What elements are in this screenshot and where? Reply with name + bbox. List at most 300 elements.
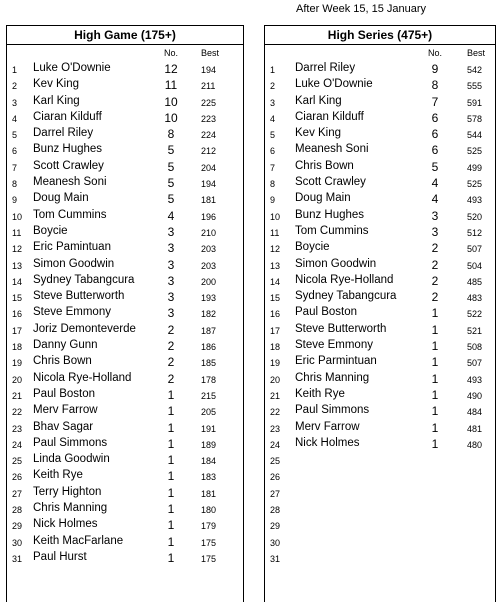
cell-no: 2 xyxy=(431,257,439,272)
cell-rank: 24 xyxy=(12,439,23,450)
cell-name: Boycie xyxy=(295,241,330,254)
high-game-rows xyxy=(7,61,243,566)
cell-no: 1 xyxy=(167,534,175,549)
table-row xyxy=(7,257,243,273)
table-row xyxy=(7,534,243,550)
cell-no: 4 xyxy=(431,192,439,207)
cell-no: 1 xyxy=(431,339,439,354)
cell-best: 178 xyxy=(201,374,217,385)
table-row xyxy=(265,338,495,354)
cell-best: 521 xyxy=(467,325,483,336)
cell-best: 194 xyxy=(201,65,217,75)
cell-name: Chris Bown xyxy=(295,159,354,172)
cell-rank: 30 xyxy=(12,537,23,548)
cell-rank: 29 xyxy=(12,521,23,532)
cell-rank: 26 xyxy=(12,472,23,483)
table-row xyxy=(7,501,243,517)
cell-rank: 29 xyxy=(270,521,281,532)
cell-name: Eric Parmintuan xyxy=(295,355,377,368)
cell-name: Merv Farrow xyxy=(295,420,360,433)
cell-rank: 6 xyxy=(270,146,276,157)
cell-name: Paul Simmons xyxy=(33,436,108,449)
cell-name: Bhav Sagar xyxy=(33,420,94,433)
cell-best: 212 xyxy=(201,146,217,157)
table-row xyxy=(265,371,495,387)
cell-name: Boycie xyxy=(33,224,68,237)
cell-rank: 24 xyxy=(270,439,281,450)
cell-best: 186 xyxy=(201,342,217,353)
table-row xyxy=(265,224,495,240)
cell-rank: 2 xyxy=(270,81,276,92)
table-row xyxy=(7,208,243,224)
cell-no: 5 xyxy=(167,176,175,191)
cell-no: 2 xyxy=(431,241,439,256)
cell-name: Nicola Rye-Holland xyxy=(33,371,132,384)
cell-no: 3 xyxy=(431,224,439,239)
table-row xyxy=(265,517,495,533)
table-row xyxy=(265,273,495,289)
cell-name: Luke O'Downie xyxy=(295,78,373,91)
cell-no: 4 xyxy=(167,208,175,223)
cell-name: Keith MacFarlane xyxy=(33,534,124,547)
cell-no: 2 xyxy=(167,371,175,386)
cell-best: 578 xyxy=(467,113,483,124)
table-row xyxy=(265,208,495,224)
cell-rank: 15 xyxy=(12,293,23,304)
cell-best: 520 xyxy=(467,211,483,222)
cell-name: Paul Boston xyxy=(33,387,96,400)
cell-name: Karl King xyxy=(33,94,80,107)
cell-best: 522 xyxy=(467,309,483,320)
cell-rank: 5 xyxy=(12,130,18,141)
cell-rank: 14 xyxy=(270,276,281,287)
cell-name: Keith Rye xyxy=(33,469,83,482)
cell-rank: 25 xyxy=(12,456,23,467)
cell-name: Doug Main xyxy=(295,192,351,205)
table-row xyxy=(7,110,243,126)
cell-best: 189 xyxy=(201,439,217,450)
high-game-panel xyxy=(6,25,244,602)
cell-no: 1 xyxy=(167,469,175,484)
cell-best: 175 xyxy=(201,553,217,564)
table-row xyxy=(7,305,243,321)
table-row xyxy=(265,191,495,207)
table-row xyxy=(7,517,243,533)
cell-no: 7 xyxy=(431,94,439,109)
cell-best: 484 xyxy=(467,407,483,418)
cell-rank: 9 xyxy=(12,195,18,206)
cell-best: 187 xyxy=(201,325,217,336)
cell-best: 544 xyxy=(467,130,483,141)
cell-name: Simon Goodwin xyxy=(33,257,115,270)
cell-rank: 20 xyxy=(270,374,281,385)
cell-best: 225 xyxy=(201,97,217,108)
table-row xyxy=(7,77,243,93)
cell-name: Linda Goodwin xyxy=(33,453,110,466)
table-row xyxy=(265,387,495,403)
cell-best: 179 xyxy=(201,521,217,532)
cell-best: 493 xyxy=(467,374,483,385)
cell-name: Keith Rye xyxy=(295,387,345,400)
cell-rank: 12 xyxy=(270,244,281,255)
table-row xyxy=(265,436,495,452)
cell-no: 1 xyxy=(167,485,175,500)
cell-best: 215 xyxy=(201,390,217,401)
table-row xyxy=(7,191,243,207)
table-row xyxy=(7,387,243,403)
cell-rank: 22 xyxy=(270,407,281,418)
cell-no: 3 xyxy=(167,290,175,305)
table-row xyxy=(265,534,495,550)
cell-no: 1 xyxy=(167,453,175,468)
cell-rank: 11 xyxy=(12,227,22,238)
cell-rank: 4 xyxy=(270,113,276,124)
cell-rank: 2 xyxy=(12,81,18,92)
cell-no: 1 xyxy=(167,404,175,419)
table-row xyxy=(7,452,243,468)
table-row xyxy=(7,550,243,566)
cell-rank: 1 xyxy=(12,65,18,75)
cell-rank: 19 xyxy=(12,358,23,369)
cell-no: 3 xyxy=(167,306,175,321)
table-row xyxy=(7,322,243,338)
cell-name: Steve Butterworth xyxy=(33,290,125,303)
cell-name: Kev King xyxy=(33,78,80,91)
table-row xyxy=(7,240,243,256)
cell-rank: 7 xyxy=(12,162,18,173)
cell-no: 12 xyxy=(164,62,178,76)
table-row xyxy=(265,403,495,419)
cell-no: 5 xyxy=(167,192,175,207)
table-row xyxy=(265,420,495,436)
cell-name: Danny Gunn xyxy=(33,339,98,352)
table-row xyxy=(265,485,495,501)
cell-rank: 15 xyxy=(270,293,281,304)
cell-best: 193 xyxy=(201,293,217,304)
column-best-label: Best xyxy=(201,48,220,58)
cell-rank: 27 xyxy=(270,488,281,499)
cell-no: 1 xyxy=(167,436,175,451)
table-row xyxy=(7,468,243,484)
table-row xyxy=(265,354,495,370)
table-row xyxy=(265,240,495,256)
cell-rank: 30 xyxy=(270,537,281,548)
cell-name: Nicola Rye-Holland xyxy=(295,273,394,286)
cell-name: Merv Farrow xyxy=(33,404,98,417)
cell-rank: 23 xyxy=(12,423,23,434)
high-series-rows xyxy=(265,61,495,566)
cell-best: 485 xyxy=(467,276,483,287)
cell-no: 3 xyxy=(167,224,175,239)
cell-name: Meanesh Soni xyxy=(295,143,369,156)
table-row xyxy=(7,371,243,387)
table-row xyxy=(265,257,495,273)
cell-no: 9 xyxy=(431,62,439,76)
cell-name: Bunz Hughes xyxy=(33,143,103,156)
cell-no: 8 xyxy=(431,78,439,93)
cell-rank: 21 xyxy=(12,390,23,401)
cell-best: 490 xyxy=(467,390,483,401)
cell-no: 1 xyxy=(167,420,175,435)
cell-best: 184 xyxy=(201,456,217,467)
cell-rank: 3 xyxy=(270,97,276,108)
cell-no: 1 xyxy=(431,306,439,321)
cell-no: 6 xyxy=(431,143,439,158)
cell-rank: 13 xyxy=(270,260,281,271)
column-no-label: No. xyxy=(427,48,442,58)
table-row xyxy=(265,142,495,158)
cell-best: 507 xyxy=(467,358,483,369)
cell-no: 1 xyxy=(431,355,439,370)
table-row xyxy=(7,420,243,436)
table-row xyxy=(265,94,495,110)
cell-best: 483 xyxy=(467,293,483,304)
cell-rank: 5 xyxy=(270,130,276,141)
cell-best: 191 xyxy=(201,423,217,434)
cell-no: 1 xyxy=(167,387,175,402)
cell-name: Tom Cummins xyxy=(295,224,369,237)
cell-no: 1 xyxy=(431,387,439,402)
cell-rank: 18 xyxy=(12,342,23,353)
cell-name: Paul Boston xyxy=(295,306,358,319)
table-row xyxy=(265,159,495,175)
cell-name: Paul Hurst xyxy=(33,550,87,563)
table-row xyxy=(265,305,495,321)
high-series-panel xyxy=(264,25,496,602)
cell-name: Paul Simmons xyxy=(295,404,370,417)
cell-no: 1 xyxy=(167,518,175,533)
cell-name: Scott Crawley xyxy=(295,176,366,189)
cell-best: 181 xyxy=(201,488,217,499)
table-row xyxy=(7,436,243,452)
cell-rank: 31 xyxy=(12,553,23,564)
cell-name: Ciaran Kilduff xyxy=(295,110,364,123)
cell-best: 200 xyxy=(201,276,217,287)
table-row xyxy=(265,452,495,468)
cell-rank: 28 xyxy=(270,505,281,516)
cell-best: 224 xyxy=(201,130,217,141)
cell-best: 205 xyxy=(201,407,217,418)
cell-rank: 11 xyxy=(270,227,280,238)
table-row xyxy=(265,550,495,566)
table-row xyxy=(7,403,243,419)
cell-rank: 27 xyxy=(12,488,23,499)
cell-rank: 16 xyxy=(270,309,281,320)
table-row xyxy=(7,61,243,77)
cell-name: Tom Cummins xyxy=(33,208,107,221)
cell-best: 542 xyxy=(467,65,483,75)
cell-no: 1 xyxy=(431,371,439,386)
table-row xyxy=(265,77,495,93)
table-row xyxy=(265,501,495,517)
cell-best: 183 xyxy=(201,472,217,483)
cell-best: 525 xyxy=(467,146,483,157)
cell-rank: 7 xyxy=(270,162,276,173)
cell-name: Luke O'Downie xyxy=(33,62,111,74)
cell-best: 203 xyxy=(201,260,217,271)
cell-rank: 17 xyxy=(12,325,23,336)
cell-name: Nick Holmes xyxy=(295,436,360,449)
cell-name: Darrel Riley xyxy=(33,127,94,140)
cell-rank: 28 xyxy=(12,505,23,516)
cell-rank: 22 xyxy=(12,407,23,418)
cell-rank: 9 xyxy=(270,195,276,206)
cell-rank: 16 xyxy=(12,309,23,320)
cell-no: 8 xyxy=(167,127,175,142)
table-row xyxy=(7,338,243,354)
cell-rank: 13 xyxy=(12,260,23,271)
cell-best: 525 xyxy=(467,179,483,190)
cell-no: 11 xyxy=(164,78,178,93)
cell-rank: 25 xyxy=(270,456,281,467)
column-no-label: No. xyxy=(163,48,178,58)
cell-rank: 21 xyxy=(270,390,281,401)
table-row xyxy=(7,485,243,501)
cell-best: 591 xyxy=(467,97,483,108)
cell-rank: 18 xyxy=(270,342,281,353)
cell-rank: 20 xyxy=(12,374,23,385)
cell-rank: 17 xyxy=(270,325,281,336)
cell-no: 1 xyxy=(167,550,175,565)
cell-best: 223 xyxy=(201,113,217,124)
cell-rank: 10 xyxy=(270,211,281,222)
cell-rank: 3 xyxy=(12,97,18,108)
table-row xyxy=(265,289,495,305)
cell-no: 3 xyxy=(167,273,175,288)
table-row xyxy=(7,273,243,289)
cell-no: 6 xyxy=(431,110,439,125)
cell-best: 499 xyxy=(467,162,483,173)
cell-best: 180 xyxy=(201,505,217,516)
cell-no: 1 xyxy=(431,404,439,419)
cell-best: 210 xyxy=(201,227,217,238)
cell-no: 5 xyxy=(167,143,175,158)
table-row xyxy=(7,224,243,240)
cell-best: 493 xyxy=(467,195,483,206)
cell-name: Ciaran Kilduff xyxy=(33,110,102,123)
cell-name: Sydney Tabangcura xyxy=(33,273,135,286)
table-row xyxy=(265,175,495,191)
cell-rank: 23 xyxy=(270,423,281,434)
cell-name: Steve Emmony xyxy=(295,339,373,352)
cell-name: Terry Highton xyxy=(33,485,102,498)
cell-name: Joriz Demonteverde xyxy=(33,322,136,335)
table-row xyxy=(265,126,495,142)
cell-best: 507 xyxy=(467,244,483,255)
table-row xyxy=(265,322,495,338)
cell-best: 185 xyxy=(201,358,217,369)
cell-name: Chris Manning xyxy=(295,371,370,384)
cell-rank: 14 xyxy=(12,276,23,287)
cell-rank: 19 xyxy=(270,358,281,369)
cell-best: 480 xyxy=(467,439,483,450)
cell-no: 4 xyxy=(431,176,439,191)
cell-best: 512 xyxy=(467,227,483,238)
cell-name: Karl King xyxy=(295,94,342,107)
high-series-column-header xyxy=(265,45,495,61)
cell-name: Chris Manning xyxy=(33,502,108,515)
column-best-label: Best xyxy=(467,48,486,58)
cell-no: 1 xyxy=(167,502,175,517)
cell-best: 182 xyxy=(201,309,217,320)
cell-name: Eric Pamintuan xyxy=(33,241,111,254)
table-row xyxy=(7,94,243,110)
cell-name: Meanesh Soni xyxy=(33,176,107,189)
table-row xyxy=(7,289,243,305)
cell-no: 3 xyxy=(167,257,175,272)
cell-no: 3 xyxy=(167,241,175,256)
cell-no: 10 xyxy=(164,94,178,109)
cell-best: 211 xyxy=(201,81,216,92)
high-game-title: High Game (175+) xyxy=(7,26,243,45)
cell-no: 10 xyxy=(164,110,178,125)
cell-name: Nick Holmes xyxy=(33,518,98,531)
cell-name: Simon Goodwin xyxy=(295,257,377,270)
cell-no: 2 xyxy=(431,290,439,305)
cell-rank: 26 xyxy=(270,472,281,483)
cell-no: 2 xyxy=(167,355,175,370)
cell-no: 2 xyxy=(167,339,175,354)
cell-name: Sydney Tabangcura xyxy=(295,290,397,303)
cell-best: 204 xyxy=(201,162,217,173)
cell-best: 196 xyxy=(201,211,217,222)
cell-best: 203 xyxy=(201,244,217,255)
cell-no: 6 xyxy=(431,127,439,142)
table-row xyxy=(7,126,243,142)
cell-rank: 1 xyxy=(270,65,276,75)
cell-best: 175 xyxy=(201,537,217,548)
table-row xyxy=(7,175,243,191)
cell-no: 1 xyxy=(431,436,439,451)
cell-rank: 31 xyxy=(270,553,281,564)
cell-best: 181 xyxy=(201,195,217,206)
cell-rank: 6 xyxy=(12,146,18,157)
cell-name: Bunz Hughes xyxy=(295,208,365,221)
table-row xyxy=(265,468,495,484)
cell-no: 5 xyxy=(167,159,175,174)
cell-rank: 12 xyxy=(12,244,23,255)
cell-no: 3 xyxy=(431,208,439,223)
cell-best: 508 xyxy=(467,342,483,353)
high-game-column-header xyxy=(7,45,243,61)
cell-name: Chris Bown xyxy=(33,355,92,368)
table-row xyxy=(7,142,243,158)
cell-rank: 8 xyxy=(270,179,276,190)
cell-best: 194 xyxy=(201,179,217,190)
cell-best: 555 xyxy=(467,81,483,92)
cell-no: 5 xyxy=(431,159,439,174)
cell-name: Kev King xyxy=(295,127,342,140)
cell-no: 2 xyxy=(167,322,175,337)
table-row xyxy=(7,159,243,175)
cell-rank: 10 xyxy=(12,211,23,222)
cell-rank: 4 xyxy=(12,113,18,124)
cell-name: Steve Emmony xyxy=(33,306,111,319)
cell-best: 481 xyxy=(467,423,483,434)
cell-name: Steve Butterworth xyxy=(295,322,387,335)
cell-best: 504 xyxy=(467,260,483,271)
week-note: After Week 15, 15 January xyxy=(296,3,427,15)
cell-name: Darrel Riley xyxy=(295,62,356,74)
high-series-title: High Series (475+) xyxy=(265,26,495,45)
cell-no: 2 xyxy=(431,273,439,288)
table-row xyxy=(7,354,243,370)
cell-name: Scott Crawley xyxy=(33,159,104,172)
table-row xyxy=(265,110,495,126)
table-row xyxy=(265,61,495,77)
cell-rank: 8 xyxy=(12,179,18,190)
cell-no: 1 xyxy=(431,420,439,435)
